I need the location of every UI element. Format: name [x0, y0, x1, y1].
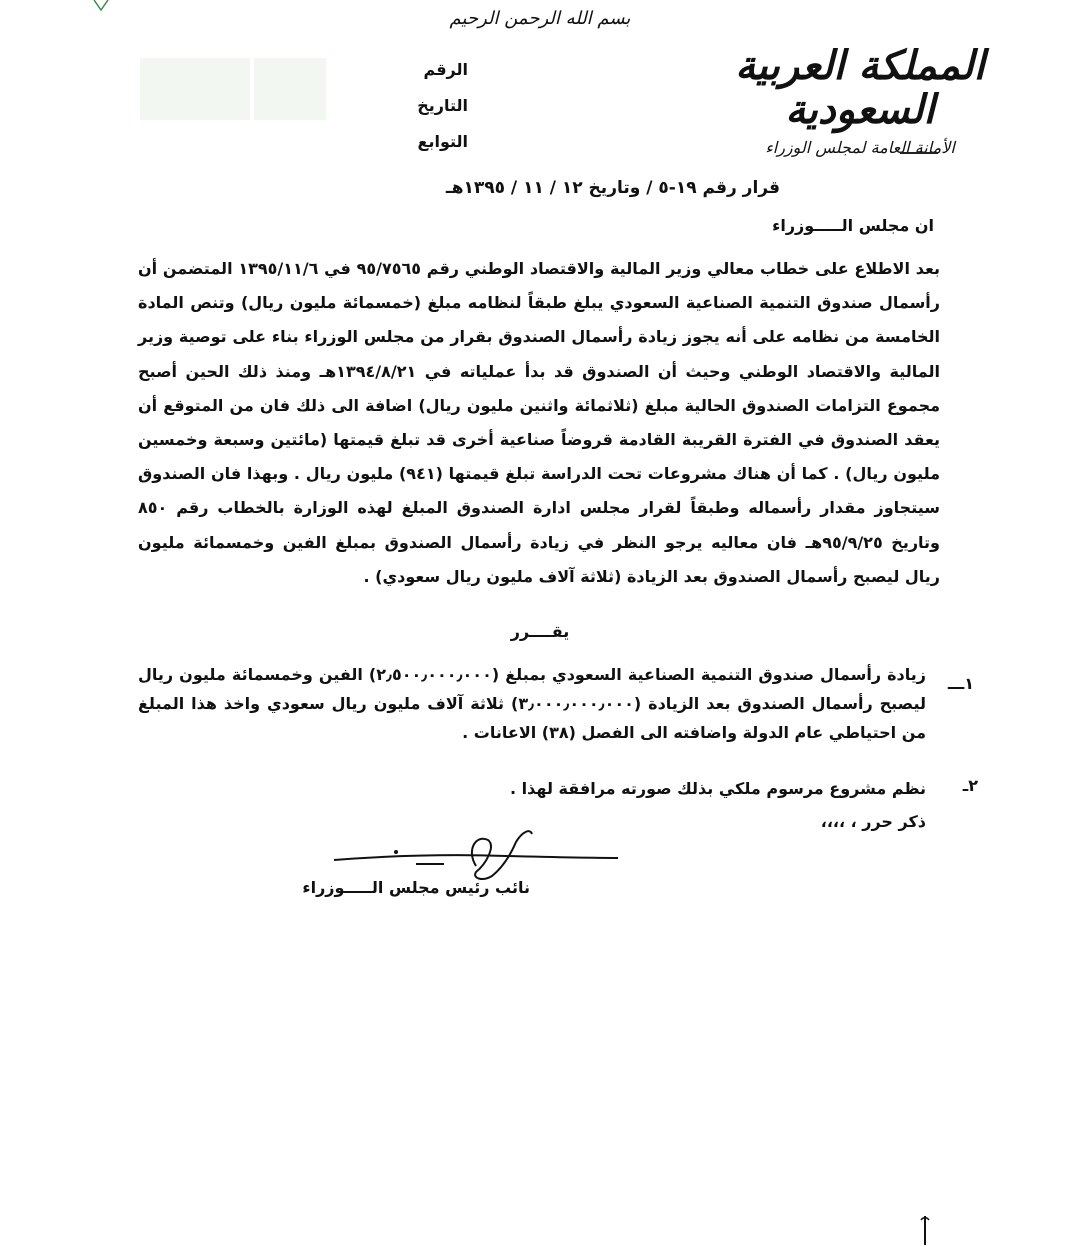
kingdom-title: المملكة العربية السعودية — [735, 42, 985, 133]
resolves-heading: يقــــرر — [510, 622, 570, 641]
corner-mark — [92, 0, 110, 12]
faded-mark-left-1 — [140, 58, 250, 120]
council-opening: ان مجلس الـــــوزراء — [772, 216, 934, 235]
date-label: التاريخ — [417, 96, 468, 115]
preamble-paragraph: بعد الاطلاع على خطاب معالي وزير المالية والاقتصاد الوطني رقم ٩٥/٧٥٦٥ في ١٣٩٥/١١/٦ المتضمن أن رأسمال صندوق التنمية الصناعية السعودي يبلغ طبقاً لنظامه مبلغ (خمسمائة مليون ريال) وتنص المادة الخامسة من نظامه على أنه يجوز زيادة رأسمال الصندوق بقرار من مجلس الوزراء بناء على توصية وزير المالية والاقتصاد الوطني وحيث أن الصندوق قد بدأ عملياته في ١٣٩٤/٨/٢١هـ ومنذ ذلك الحين أصبح مجموع التزامات الصندوق الحالية مبلغ (ثلاثمائة واثنين مليون ريال) اضافة الى ذلك فان من المتوقع أن يعقد الصندوق في الفترة القريبة القادمة قروضاً صناعية أخرى قد تبلغ قيمتها (مائتين وسبعة وخمسين مليون ريال) . كما أن هناك مشروعات تحت الدراسة تبلغ قيمتها (٩٤١) مليون ريال . وبهذا فان الصندوق سيتجاوز مقدار رأسماله وطبقاً لقرار مجلس ادارة الصندوق المبلغ لهذه الوزارة بالخطاب رقم ٨٥٠ وتاريخ ٩٥/٩/٢٥هـ فان معاليه يرجو النظر في زيادة رأسمال الصندوق بمبلغ الفين وخمسمائة مليون ريال ليصبح رأسمال الصندوق بعد الزيادة (ثلاثة آلاف مليون ريال سعودي) . — [138, 259, 941, 586]
page-edge-mark — [918, 1214, 932, 1247]
decision-number: قرار رقم ١٩-٥ / وتاريخ ١٢ / ١١ / ١٣٩٥هـ — [445, 178, 780, 198]
secretariat-title: الأمانة العامة لمجلس الوزراء — [765, 138, 955, 157]
basmala: بسم الله الرحمن الرحيم — [449, 8, 631, 29]
attachments-label: التوابع — [417, 132, 468, 151]
faded-mark-left-2 — [254, 58, 326, 120]
item-number: ١ـــ — [947, 674, 974, 693]
closing-note: ذكر حرر ، ،،،، — [820, 812, 926, 831]
resolution-item: زيادة رأسمال صندوق التنمية الصناعية السعودي بمبلغ (٢٫٥٠٠٫٠٠٠٫٠٠٠) الفين وخمسمائة مليون ريال ليصبح رأسمال الصندوق بعد الزيادة (٣٫٠٠٠٫٠٠٠٫٠٠٠) ثلاثة آلاف مليون ريال سعودي واخذ هذا المبلغ من احتياطي عام الدولة واضافته الى الفصل (٣٨) الاعانات . — [138, 665, 926, 742]
resolution-item: نظم مشروع مرسوم ملكي بذلك صورته مرافقة لهذا . — [510, 779, 926, 798]
letterhead — [700, 44, 1020, 157]
reference-labels — [348, 52, 468, 160]
signatory-title: نائب رئيس مجلس الـــــوزراء — [302, 878, 530, 897]
letterhead-divider — [900, 152, 938, 154]
item-number: ٢ـ — [962, 776, 978, 795]
number-label: الرقم — [423, 60, 468, 79]
